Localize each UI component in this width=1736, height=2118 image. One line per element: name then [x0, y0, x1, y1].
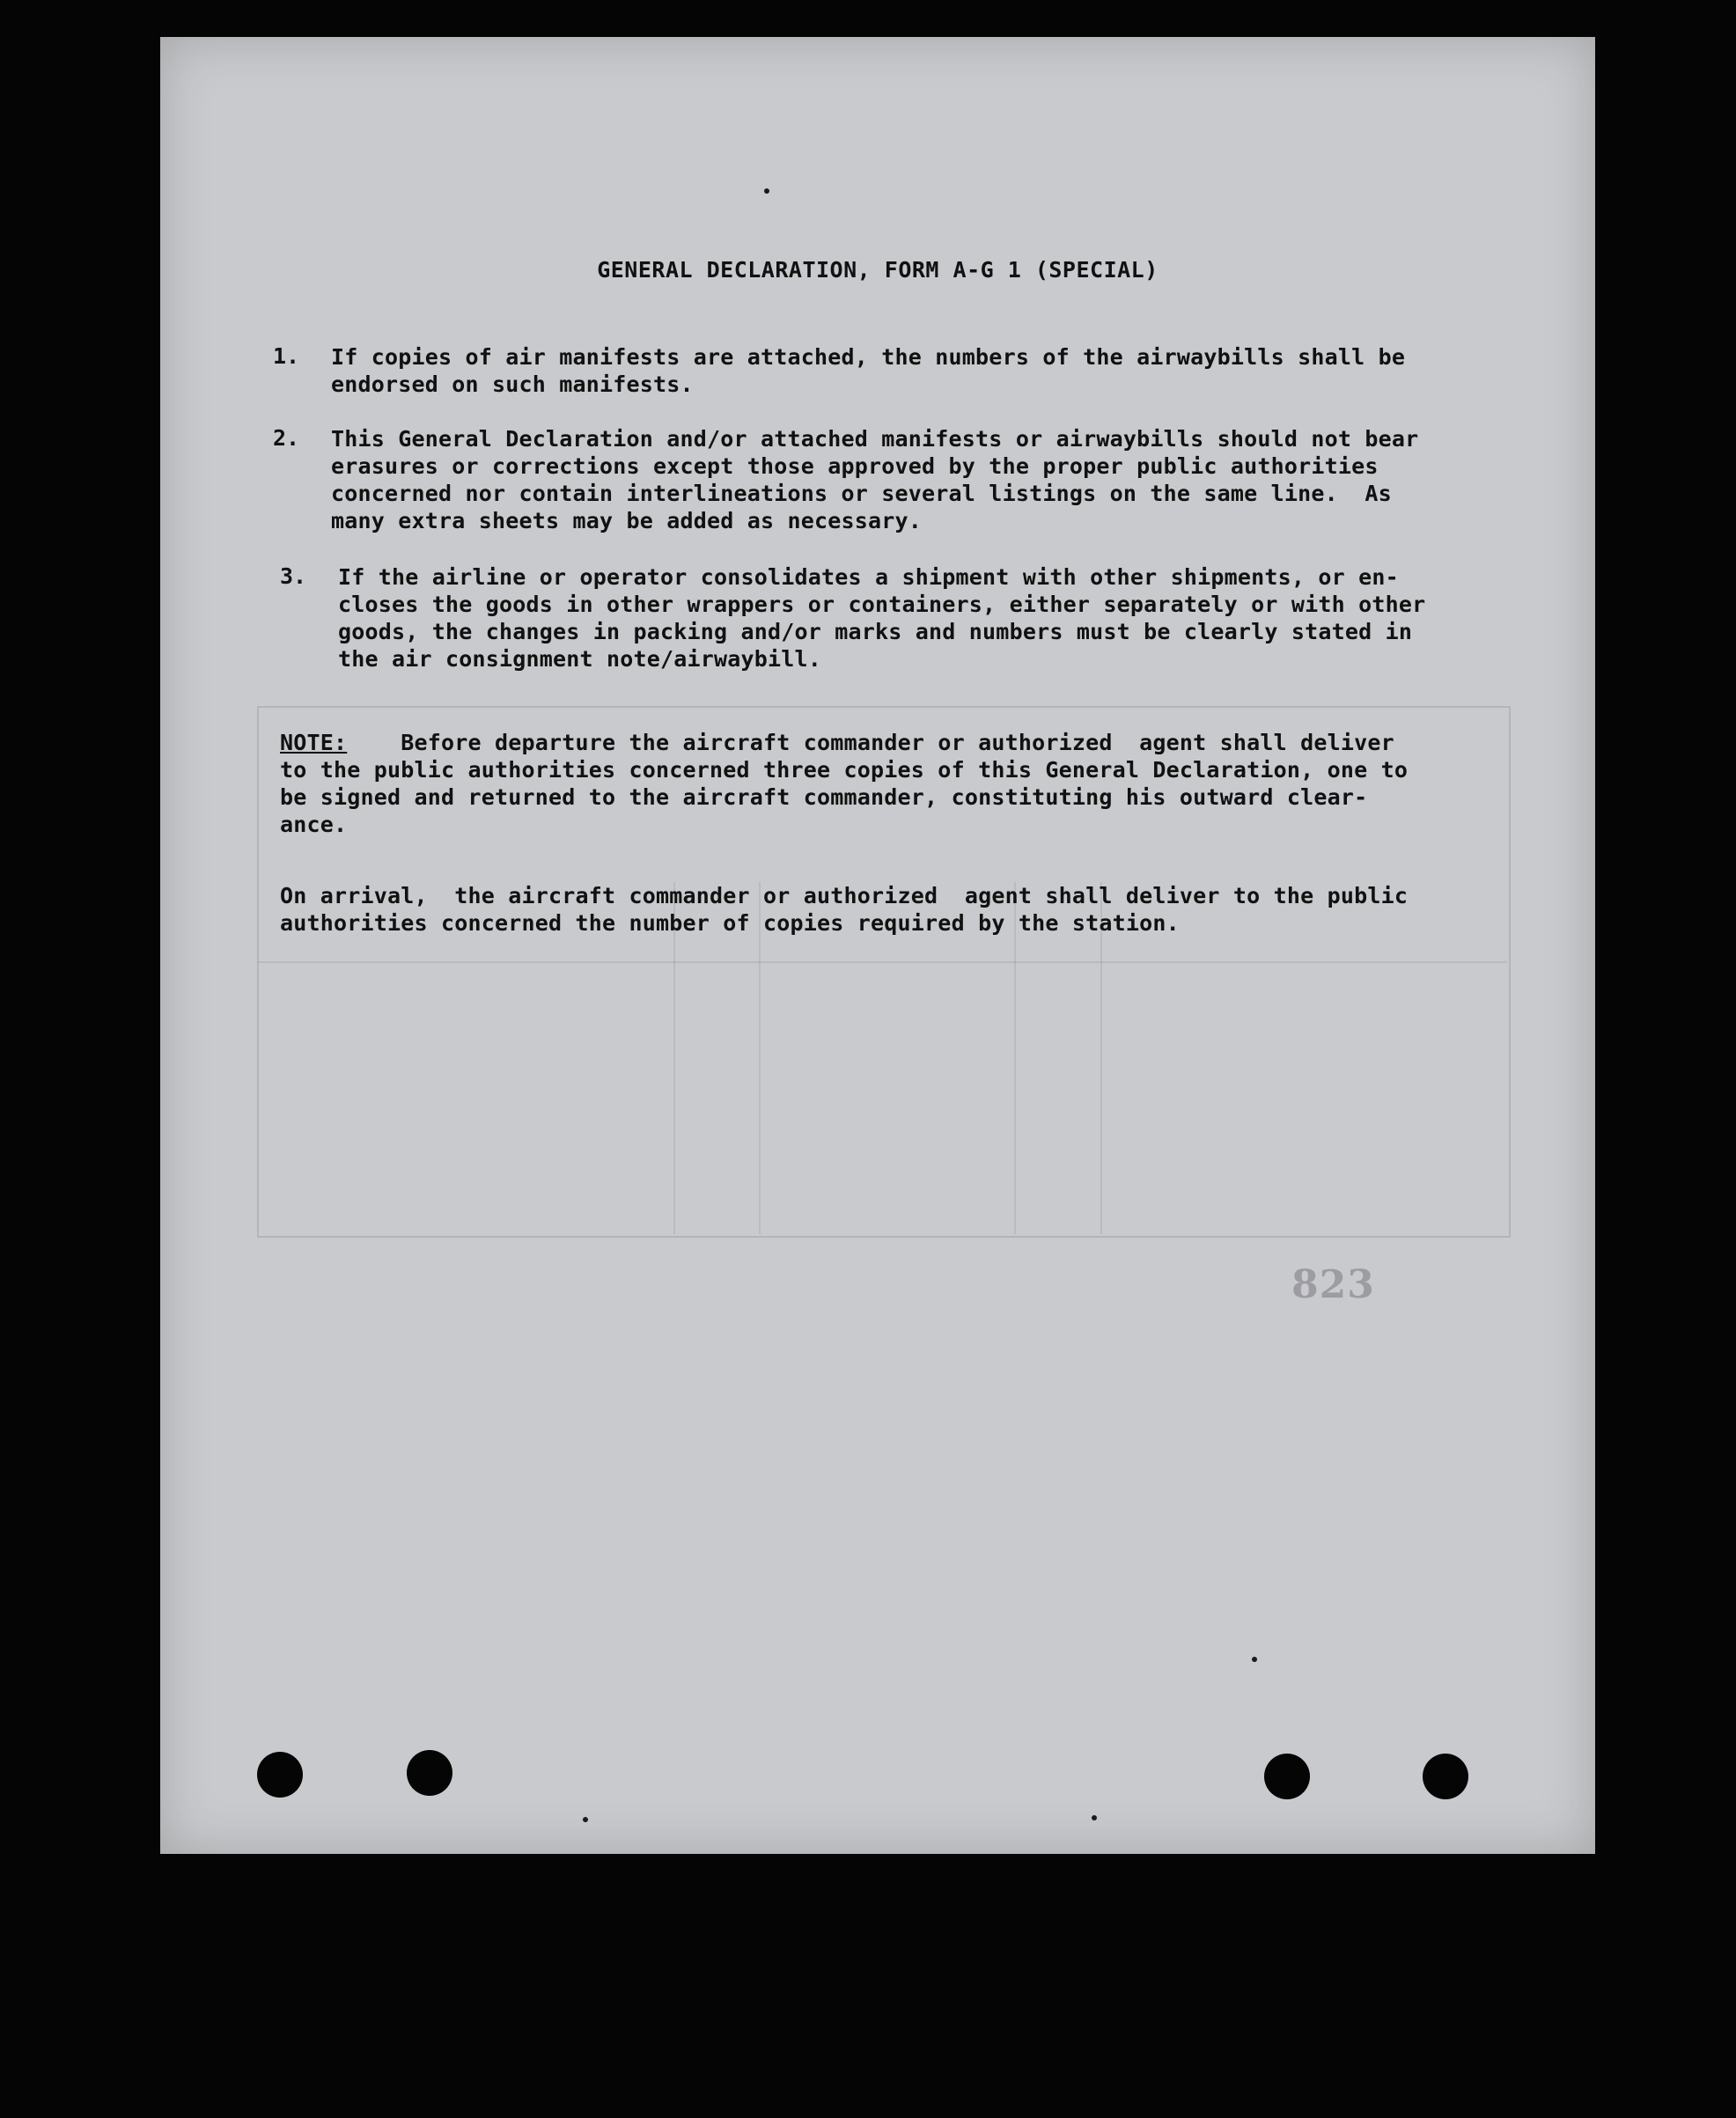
note-line: to the public authorities concerned three copies of this General Declaration, one to [280, 757, 1409, 783]
arrival-line: authorities concerned the number of copies required by the station. [280, 910, 1180, 936]
item-line: the air consignment note/airwaybill. [338, 646, 822, 672]
note-label: NOTE: [280, 730, 348, 755]
item-line: many extra sheets may be added as necessary. [331, 508, 923, 533]
punch-hole [257, 1752, 303, 1798]
speck [1092, 1815, 1097, 1820]
document-page [160, 37, 1595, 1854]
item-line: If the airline or operator consolidates a shipment with other shipments, or en- [338, 564, 1399, 590]
item-line: goods, the changes in packing and/or marks and numbers must be clearly stated in [338, 619, 1413, 644]
punch-hole [407, 1750, 452, 1796]
punch-hole [1423, 1754, 1468, 1799]
note-line: ance. [280, 812, 348, 837]
note-first-line [280, 729, 1394, 756]
item-line: closes the goods in other wrappers or containers, either separately or with other [338, 592, 1426, 617]
arrival-line: On arrival, the aircraft commander or authorized agent shall deliver to the public [280, 883, 1409, 908]
item-line: erasures or corrections except those approved by the proper public authorities [331, 453, 1379, 479]
item-number: 3. [280, 563, 307, 589]
punch-hole [1264, 1754, 1310, 1799]
stamp-number: 823 [1291, 1262, 1375, 1307]
item-line: This General Declaration and/or attached manifests or airwaybills should not bear [331, 426, 1419, 452]
item-number: 1. [273, 343, 300, 369]
item-number: 2. [273, 425, 300, 451]
note-line: be signed and returned to the aircraft commander, constituting his outward clear- [280, 784, 1368, 810]
speck [1252, 1657, 1257, 1662]
bleed-through-rule [257, 961, 1507, 963]
item-line: If copies of air manifests are attached, the numbers of the airwaybills shall be [331, 344, 1406, 370]
speck [764, 188, 769, 194]
speck [583, 1817, 588, 1822]
document-title: GENERAL DECLARATION, FORM A-G 1 (SPECIAL) [597, 257, 1159, 283]
item-line: endorsed on such manifests. [331, 371, 694, 397]
note-text: Before departure the aircraft commander or authorized agent shall deliver [347, 730, 1394, 755]
item-line: concerned nor contain interlineations or several listings on the same line. As [331, 481, 1392, 506]
